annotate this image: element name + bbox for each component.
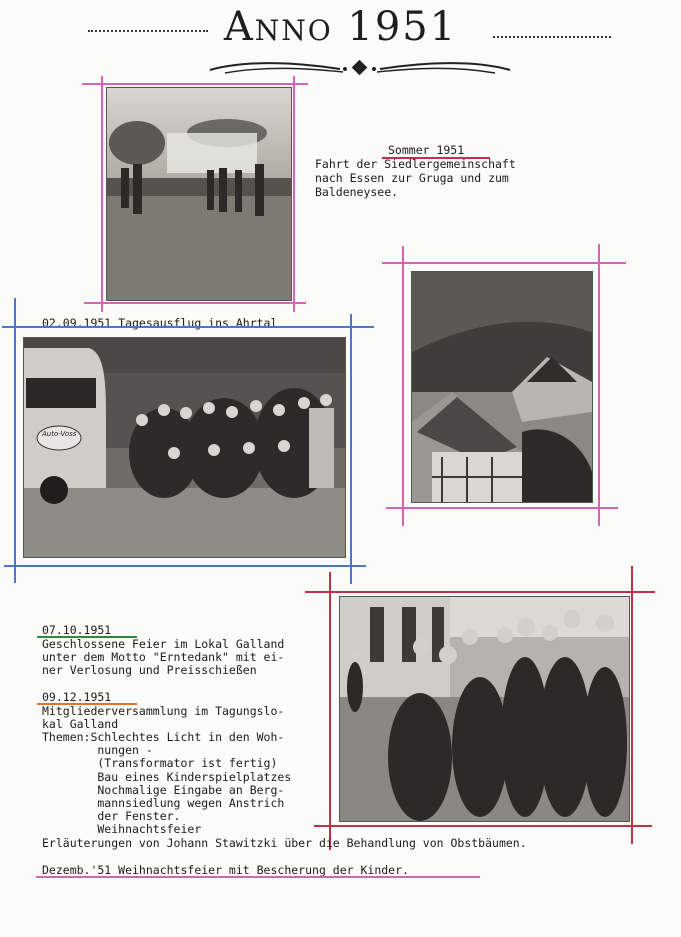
- summer-line-2: nach Essen zur Gruga und zum: [315, 171, 509, 185]
- photo2-frame-line: [382, 262, 626, 264]
- erntedank-line-2: unter dem Motto "Erntedank" mit ei-: [42, 650, 285, 664]
- photo-members-street: [339, 596, 630, 822]
- photo-ahr-valley-houses: [411, 271, 593, 503]
- photo1-frame-line: [101, 76, 103, 312]
- photo-bus-group: [23, 337, 346, 558]
- meeting-line-7: Nochmalige Eingabe an Berg-: [42, 783, 285, 797]
- meeting-line-8: mannsiedlung wegen Anstrich: [42, 796, 285, 810]
- photo1-frame-line: [82, 83, 308, 85]
- summer-line-3: Baldeneysee.: [315, 185, 399, 199]
- photo4-frame-line: [329, 572, 331, 850]
- photo1-frame-line: [293, 76, 295, 312]
- christmas-line: Dezemb.'51 Weihnachtsfeier mit Bescherung der Kinder.: [42, 863, 409, 877]
- photo3-frame-line: [350, 314, 352, 584]
- erntedank-line-3: ner Verlosung und Preisschießen: [42, 663, 257, 677]
- photo2-frame-line: [386, 507, 618, 509]
- photo2-frame-line: [598, 244, 600, 526]
- title-dotted-line-right: [493, 36, 611, 38]
- christmas-underline: [36, 876, 480, 878]
- meeting-line-6: Bau eines Kinderspielplatzes: [42, 770, 292, 784]
- title-ornament: [205, 58, 515, 80]
- meeting-heading: 09.12.1951: [42, 690, 112, 704]
- photo4-frame-line: [314, 825, 652, 827]
- meeting-line-10: Weihnachtsfeier: [42, 822, 202, 836]
- meeting-line-11: Erläuterungen von Johann Stawitzki über die Behandlung von Obstbäumen.: [42, 836, 527, 850]
- meeting-line-9: der Fenster.: [42, 809, 181, 823]
- meeting-line-1: Mitgliederversammlung im Tagungslo-: [42, 704, 285, 718]
- erntedank-line-1: Geschlossene Feier im Lokal Galland: [42, 637, 285, 651]
- meeting-line-3: Themen:Schlechtes Licht in den Woh-: [42, 730, 285, 744]
- photo1-frame-line: [84, 302, 306, 304]
- summer-heading: Sommer 1951: [388, 143, 465, 157]
- title-dotted-line-left: [88, 30, 208, 32]
- photo4-frame-line: [305, 591, 655, 593]
- summer-line-1: Fahrt der Siedlergemeinschaft: [315, 157, 516, 171]
- meeting-line-4: nungen -: [42, 743, 153, 757]
- photo3-frame-line: [14, 298, 16, 583]
- photo-gruga-fountain: [106, 87, 292, 301]
- ahrtal-heading: 02.09.1951 Tagesausflug ins Ahrtal: [42, 316, 278, 330]
- photo3-frame-line: [4, 565, 366, 567]
- meeting-line-5: (Transformator ist fertig): [42, 756, 278, 770]
- meeting-line-2: kal Galland: [42, 717, 119, 731]
- erntedank-heading: 07.10.1951: [42, 623, 112, 637]
- page-title: Anno 1951: [223, 4, 458, 50]
- photo2-frame-line: [402, 246, 404, 526]
- photo4-frame-line: [631, 566, 633, 844]
- photo3-frame-line: [2, 326, 374, 328]
- bus-logo-text: Auto-Voss: [42, 430, 77, 438]
